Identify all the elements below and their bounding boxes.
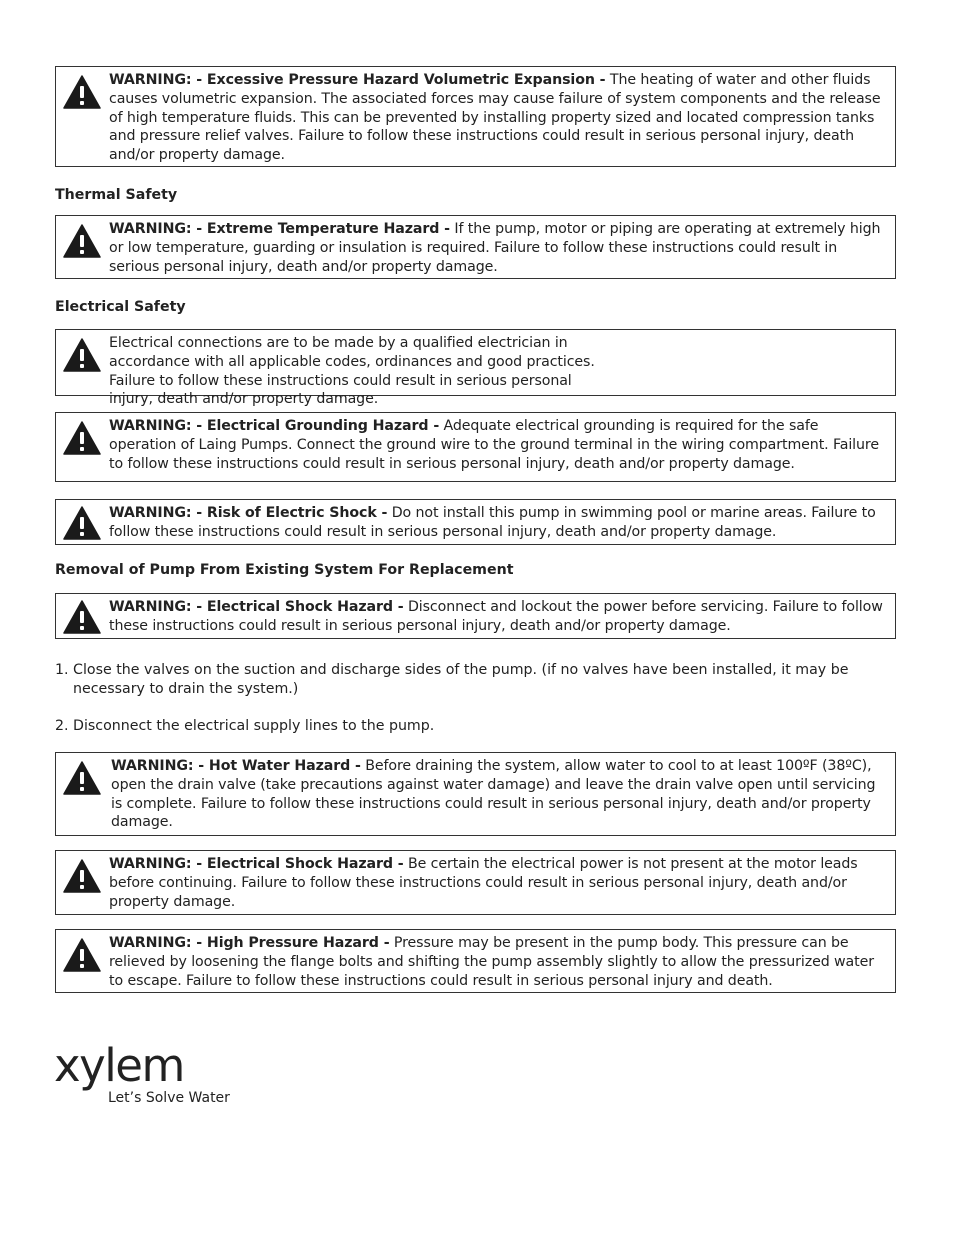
warning-triangle-icon — [63, 506, 101, 540]
warning-triangle-icon — [63, 338, 101, 372]
warning-lead: WARNING: - Excessive Pressure Hazard Volumetric Expansion - — [109, 72, 606, 88]
warning-body: Do not install this pump in swimming pool or marine areas. Failure to follow these instructions could result in serious personal injury, death and/or property damage. — [109, 505, 876, 540]
step-line: 1. Close the valves on the suction and discharge sides of the pump. (if no valves have been installed, it may be — [55, 662, 849, 678]
warning-text — [109, 855, 887, 911]
warning-body: If the pump, motor or piping are operating at extremely high or low temperature, guarding or insulation is required. Failure to follow these instructions could result in serious personal injury, death and/or property damage. — [109, 221, 881, 275]
heading-thermal-safety: Thermal Safety — [55, 187, 178, 203]
warning-triangle-icon — [63, 859, 101, 893]
warning-lead: WARNING: - High Pressure Hazard - — [109, 935, 390, 951]
warning-text — [109, 220, 887, 276]
logo-wordmark: xylem — [54, 1039, 184, 1092]
warning-box-electrical-grounding — [55, 412, 896, 482]
step-close-valves — [55, 661, 875, 699]
warning-body: Be certain the electrical power is not present at the motor leads before continuing. Failure to follow these instructions could result in serious personal injury, death and/or property damage. — [109, 856, 858, 910]
warning-triangle-icon — [63, 421, 101, 455]
warning-box-electrical-shock-motor-leads — [55, 850, 896, 915]
warning-body: Disconnect and lockout the power before servicing. Failure to follow these instructions could result in serious personal injury, death and/or property damage. — [109, 599, 883, 634]
xylem-logo — [54, 1039, 230, 1106]
warning-lead: WARNING: - Electrical Grounding Hazard - — [109, 418, 440, 434]
warning-lead: WARNING: - Risk of Electric Shock - — [109, 505, 388, 521]
warning-lead: WARNING: - Electrical Shock Hazard - — [109, 856, 404, 872]
warning-body: The heating of water and other fluids causes volumetric expansion. The associated forces may cause failure of system components and the release of high temperature fluids. This can be prevented by installing property sized and located compression tanks and pressure relief valves. Failure to follow these instructions could result in serious personal injury, death and/or property damage. — [109, 72, 881, 164]
warning-box-high-pressure — [55, 929, 896, 993]
warning-text — [109, 504, 887, 542]
warning-triangle-icon — [63, 224, 101, 258]
step-disconnect-supply — [55, 717, 875, 736]
warning-body: Electrical connections are to be made by a qualified electrician in accordance with all applicable codes, ordinances and good practices. Failure to follow these instructions could result in serious personal injury, death and/or property damage. — [109, 335, 595, 408]
warning-text — [111, 757, 887, 832]
warning-box-volumetric-expansion — [55, 66, 896, 167]
warning-box-hot-water — [55, 752, 896, 836]
warning-triangle-icon — [63, 600, 101, 634]
warning-triangle-icon — [63, 761, 101, 795]
warning-lead: WARNING: - Electrical Shock Hazard - — [109, 599, 404, 615]
warning-lead: WARNING: - Hot Water Hazard - — [111, 758, 361, 774]
logo-tagline: Let’s Solve Water — [108, 1090, 230, 1106]
warning-body: Pressure may be present in the pump body. This pressure can be relieved by loosening the flange bolts and shifting the pump assembly slightly to allow the pressurized water to escape. Failure to follow these instructions could result in serious personal injury and death. — [109, 935, 874, 989]
warning-text — [109, 598, 887, 636]
warning-lead: WARNING: - Extreme Temperature Hazard - — [109, 221, 450, 237]
warning-body: Before draining the system, allow water to cool to at least 100ºF (38ºC), open the drain valve (take precautions against water damage) and leave the drain valve open until servicing is complete. Failure to follow these instructions could result in serious personal injury, death and/or property damage. — [111, 758, 876, 831]
warning-text — [109, 71, 887, 165]
warning-box-extreme-temperature — [55, 215, 896, 279]
warning-triangle-icon — [63, 938, 101, 972]
heading-electrical-safety: Electrical Safety — [55, 299, 186, 315]
warning-box-qualified-electrician — [55, 329, 896, 408]
step-line: 2. Disconnect the electrical supply lines to the pump. — [55, 718, 435, 734]
warning-text — [109, 417, 887, 473]
step-line-continued: necessary to drain the system.) — [73, 680, 299, 697]
warning-box-electric-shock-risk — [55, 499, 896, 545]
warning-text — [109, 334, 595, 409]
warning-text — [109, 934, 887, 990]
warning-triangle-icon — [63, 75, 101, 109]
warning-body: Adequate electrical grounding is required for the safe operation of Laing Pumps. Connect the ground wire to the ground terminal in the wiring compartment. Failure to follow these instructions could result in serious personal injury, death and/or property damage. — [109, 418, 879, 472]
warning-box-electrical-shock-lockout — [55, 593, 896, 639]
heading-removal-of-pump: Removal of Pump From Existing System For Replacement — [55, 562, 514, 578]
